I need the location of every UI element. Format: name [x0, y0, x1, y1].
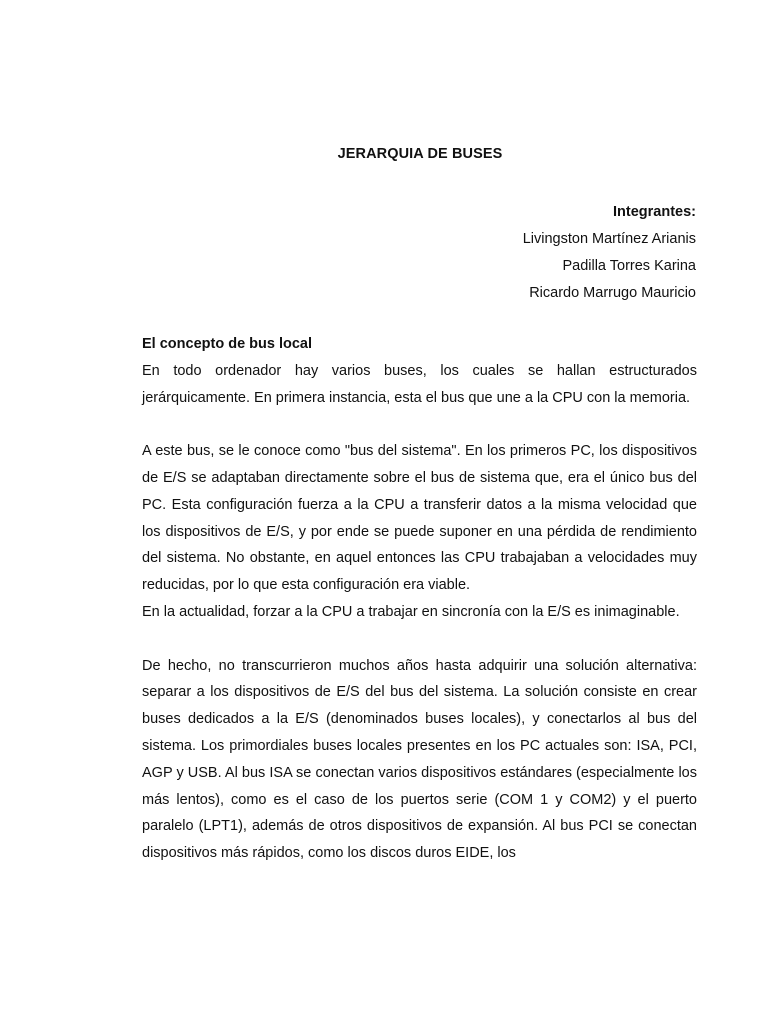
document-title: JERARQUIA DE BUSES: [337, 146, 503, 162]
paragraph: En la actualidad, forzar a la CPU a trabajar en sincronía con la E/S es inimaginable.: [142, 603, 680, 620]
document-body: [142, 331, 697, 867]
paragraph: En todo ordenador hay varios buses, los cuales se hallan estructurados jerárquicamente. En primera instancia, esta el bus que une a la CPU con la memoria.: [142, 362, 697, 406]
member-name: Ricardo Marrugo Mauricio: [529, 285, 696, 301]
members-heading: Integrantes:: [613, 204, 696, 220]
paragraph: De hecho, no transcurrieron muchos años hasta adquirir una solución alternativa: separar a los dispositivos de E/S del bus del sistema. La solución consiste en crear buses dedicados a la E/S (denominados buses locales), y conectarlos al bus del sistema. Los primordiales buses locales presentes en los PC actuales son: ISA, PCI, AGP y USB. Al bus ISA se conectan varios dispositivos estándares (especialmente los más lentos), como es el caso de los puertos serie (COM 1 y COM2) y el puerto paralelo (LPT1), además de otros dispositivos de expansión. Al bus PCI se conectan dispositivos más rápidos, como los discos duros EIDE, los: [142, 657, 697, 862]
members-block: [523, 199, 696, 307]
section-heading: El concepto de bus local: [142, 336, 313, 352]
member-name: Livingston Martínez Arianis: [522, 231, 696, 247]
paragraph: A este bus, se le conoce como "bus del sistema". En los primeros PC, los dispositivos de E/S se adaptaban directamente sobre el bus de sistema que, era el único bus del PC. Esta configuración fuerza a la CPU a transferir datos a la misma velocidad que los dispositivos de E/S, y por ende se puede suponer en una pérdida de rendimiento del sistema. No obstante, en aquel entonces las CPU trabajaban a velocidades muy reducidas, por lo que esta configuración era viable.: [142, 443, 697, 594]
member-name: Padilla Torres Karina: [562, 258, 696, 274]
